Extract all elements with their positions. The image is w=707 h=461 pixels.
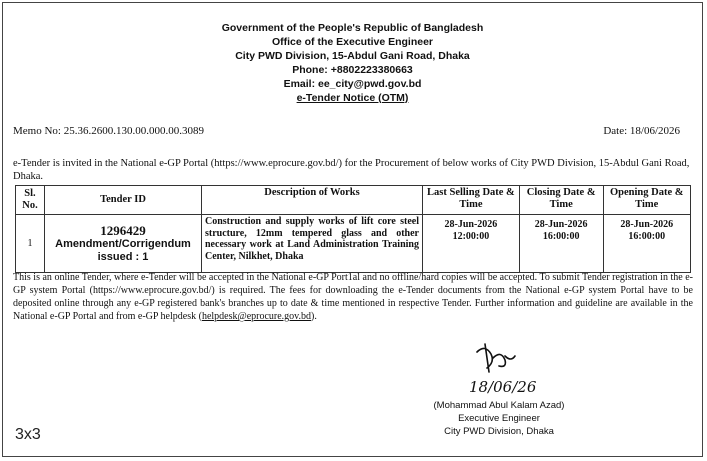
notice-title: e-Tender Notice (OTM)	[296, 92, 409, 104]
header-opening: Opening Date & Time	[603, 186, 691, 215]
closing-date: 28-Jun-2026	[534, 219, 588, 230]
notice-date: Date: 18/06/2026	[603, 125, 680, 137]
cell-tender-id	[45, 215, 202, 273]
letterhead	[3, 21, 702, 105]
office-name: Office of the Executive Engineer	[271, 36, 434, 48]
cell-last-selling	[423, 215, 520, 273]
table-header-row	[16, 186, 691, 215]
header-last-selling: Last Selling Date & Time	[423, 186, 520, 215]
last-selling-time: 12:00:00	[452, 231, 490, 242]
tender-notice-page	[2, 2, 703, 457]
cell-closing	[519, 215, 603, 273]
cell-description: Construction and supply works of lift core steel structure, 12mm tempered glass and other necessary work at Land Administration Training Center, Nilkhet, Dhaka	[202, 215, 423, 273]
issued-label: issued : 1	[97, 251, 149, 263]
signatory-name: (Mohammad Abul Kalam Azad)	[433, 400, 565, 411]
corner-mark: 3x3	[15, 426, 41, 443]
table-row	[16, 215, 691, 273]
amendment-label: Amendment/Corrigendum	[55, 238, 191, 250]
government-name: Government of the People's Republic of Bangladesh	[221, 22, 484, 34]
handwritten-signature	[455, 338, 575, 396]
terms-paragraph	[13, 271, 693, 323]
opening-date: 28-Jun-2026	[620, 219, 674, 230]
signatory-block	[389, 399, 609, 438]
last-selling-date: 28-Jun-2026	[444, 219, 498, 230]
cell-opening	[603, 215, 691, 273]
closing-time: 16:00:00	[542, 231, 580, 242]
signature-date: 18/06/26	[469, 378, 537, 396]
office-address: City PWD Division, 15-Abdul Gani Road, Dhaka	[235, 50, 470, 62]
tender-table	[15, 185, 691, 273]
helpdesk-email-link[interactable]: helpdesk@eprocure.gov.bd	[201, 311, 312, 322]
header-description: Description of Works	[202, 186, 423, 215]
terms-text: This is an online Tender, where e-Tender will be accepted in the National e-GP Port1al and no offline/hard copies will be accepted. To submit Tender registration in the e-GP system Portal (https://www.eprocure.gov.bd/) is required. The fees for downloading the e-Tender documents from the National e-GP system Portal have to be deposited online through any e-GP registered bank's branches up to date & time mentioned in respective Tender. Further information and guideline are available in the National e-GP Portal and from e-GP helpdesk (	[13, 272, 693, 322]
office-phone: Phone: +8802223380663	[292, 64, 413, 76]
header-closing: Closing Date & Time	[519, 186, 603, 215]
signatory-office: City PWD Division, Dhaka	[444, 426, 554, 437]
header-tender-id: Tender ID	[45, 186, 202, 215]
memo-number: Memo No: 25.36.2600.130.00.000.00.3089	[13, 125, 204, 137]
intro-paragraph: e-Tender is invited in the National e-GP Portal (https://www.eprocure.gov.bd/) for the Procurement of below works of City PWD Division, 15-Abdul Gani Road, Dhaka.	[13, 158, 690, 182]
signatory-designation: Executive Engineer	[458, 413, 540, 424]
tender-id-value: 1296429	[100, 223, 146, 238]
opening-time: 16:00:00	[628, 231, 666, 242]
terms-end: ).	[311, 311, 317, 322]
header-sl: Sl. No.	[16, 186, 45, 215]
cell-sl: 1	[16, 215, 45, 273]
office-email: Email: ee_city@pwd.gov.bd	[283, 78, 422, 90]
